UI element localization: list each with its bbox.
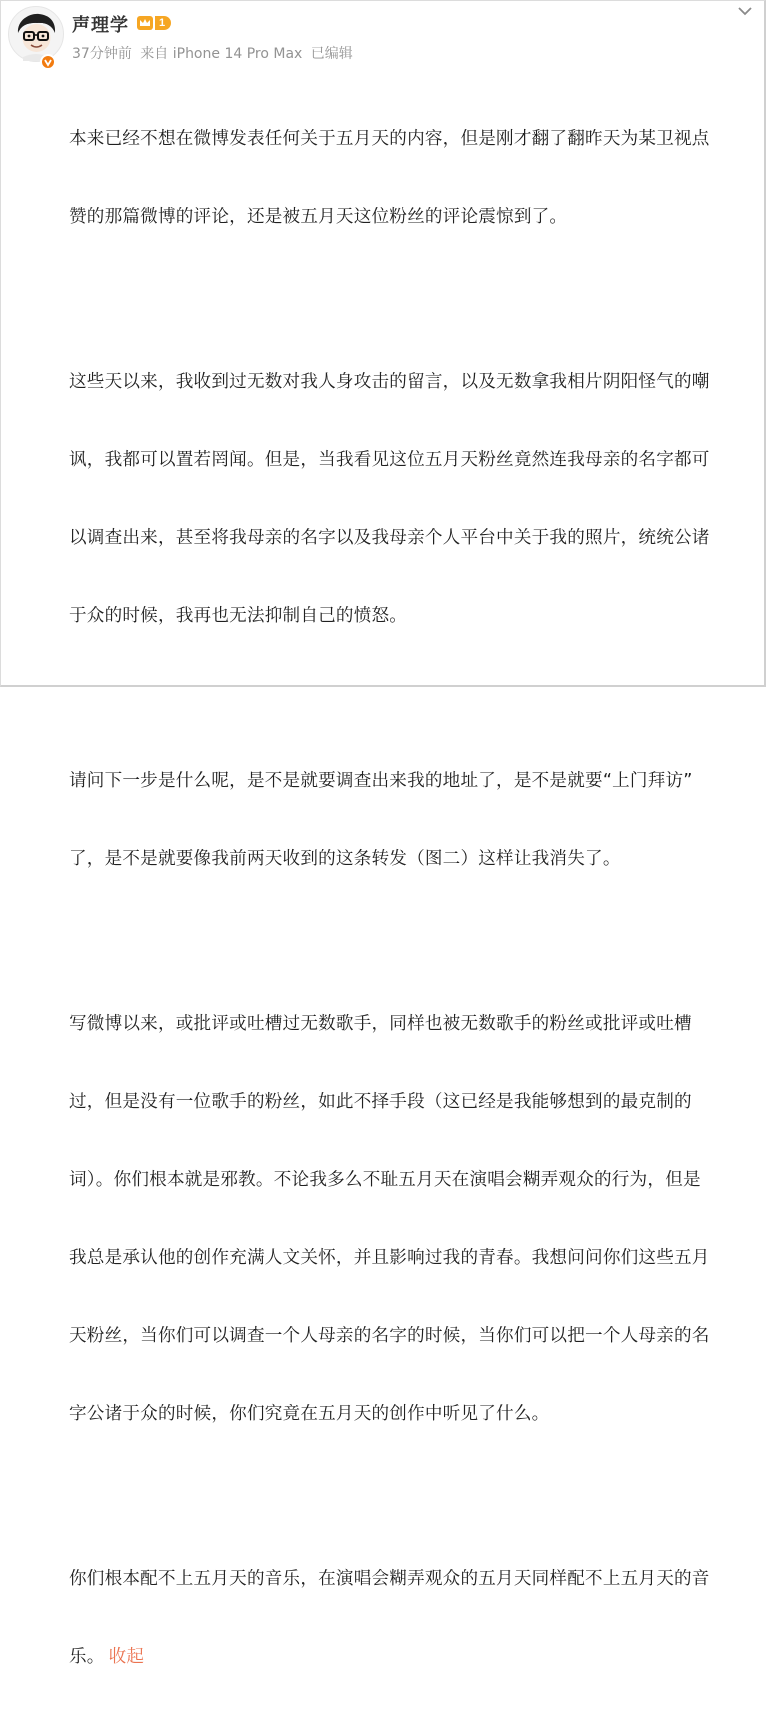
paragraph-3	[69, 716, 759, 924]
chevron-down-icon[interactable]	[734, 0, 756, 22]
text-line: 写微博以来，或批评或吐槽过无数歌手，同样也被无数歌手的粉丝或批评或吐槽	[69, 1014, 692, 1034]
paragraph-5	[69, 1514, 759, 1722]
text-line: 以调查出来，甚至将我母亲的名字以及我母亲个人平台中关于我的照片，统统公诸	[69, 528, 710, 548]
vip-level: 1	[155, 16, 171, 30]
edited-label[interactable]: 已编辑	[310, 46, 353, 62]
username[interactable]: 声理学	[72, 15, 129, 36]
collapse-link[interactable]: 收起	[108, 1647, 145, 1667]
text-line: 字公诸于众的时候，你们究竟在五月天的创作中听见了什么。	[69, 1404, 550, 1424]
vip-crown-icon	[136, 14, 154, 32]
paragraph-4	[69, 959, 759, 1479]
text-line: 赞的那篇微博的评论，还是被五月天这位粉丝的评论震惊到了。	[69, 207, 568, 227]
text-line: 词）。你们根本就是邪教。不论我多么不耻五月天在演唱会糊弄观众的行为，但是	[69, 1170, 701, 1190]
paragraph-2	[69, 317, 759, 681]
text-line: 于众的时候，我再也无法抑制自己的愤怒。	[69, 606, 408, 626]
text-line: 本来已经不想在微博发表任何关于五月天的内容，但是刚才翻了翻昨天为某卫视点	[69, 129, 710, 149]
text-line: 过，但是没有一位歌手的粉丝，如此不择手段（这已经是我能够想到的最克制的	[69, 1092, 692, 1112]
post-content	[69, 74, 759, 1722]
post-source: 来自 iPhone 14 Pro Max	[140, 46, 303, 62]
text-line: 讽，我都可以置若罔闻。但是，当我看见这位五月天粉丝竟然连我母亲的名字都可	[69, 450, 710, 470]
post-time[interactable]: 37分钟前	[72, 46, 132, 62]
avatar-cartoon-face-icon	[9, 7, 63, 61]
text-line: 我总是承认他的创作充满人文关怀，并且影响过我的青春。我想问问你们这些五月	[69, 1248, 710, 1268]
text-line: 你们根本配不上五月天的音乐，在演唱会糊弄观众的五月天同样配不上五月天的音	[69, 1569, 710, 1589]
text-line: 这些天以来，我收到过无数对我人身攻击的留言，以及无数拿我相片阴阳怪气的嘲	[69, 372, 710, 392]
text-line: 请问下一步是什么呢，是不是就要调查出来我的地址了，是不是就要“上门拜访”	[69, 771, 693, 791]
text-line-last	[69, 1644, 759, 1670]
vip-badge[interactable]	[136, 14, 171, 32]
text-line: 乐。	[69, 1647, 105, 1667]
text-line: 天粉丝，当你们可以调查一个人母亲的名字的时候，当你们可以把一个人母亲的名	[69, 1326, 710, 1346]
text-line: 了，是不是就要像我前两天收到的这条转发（图二）这样让我消失了。	[69, 849, 621, 869]
avatar[interactable]	[8, 6, 64, 62]
post-meta	[72, 43, 357, 63]
paragraph-1	[69, 74, 759, 282]
verified-badge-icon	[40, 54, 56, 70]
